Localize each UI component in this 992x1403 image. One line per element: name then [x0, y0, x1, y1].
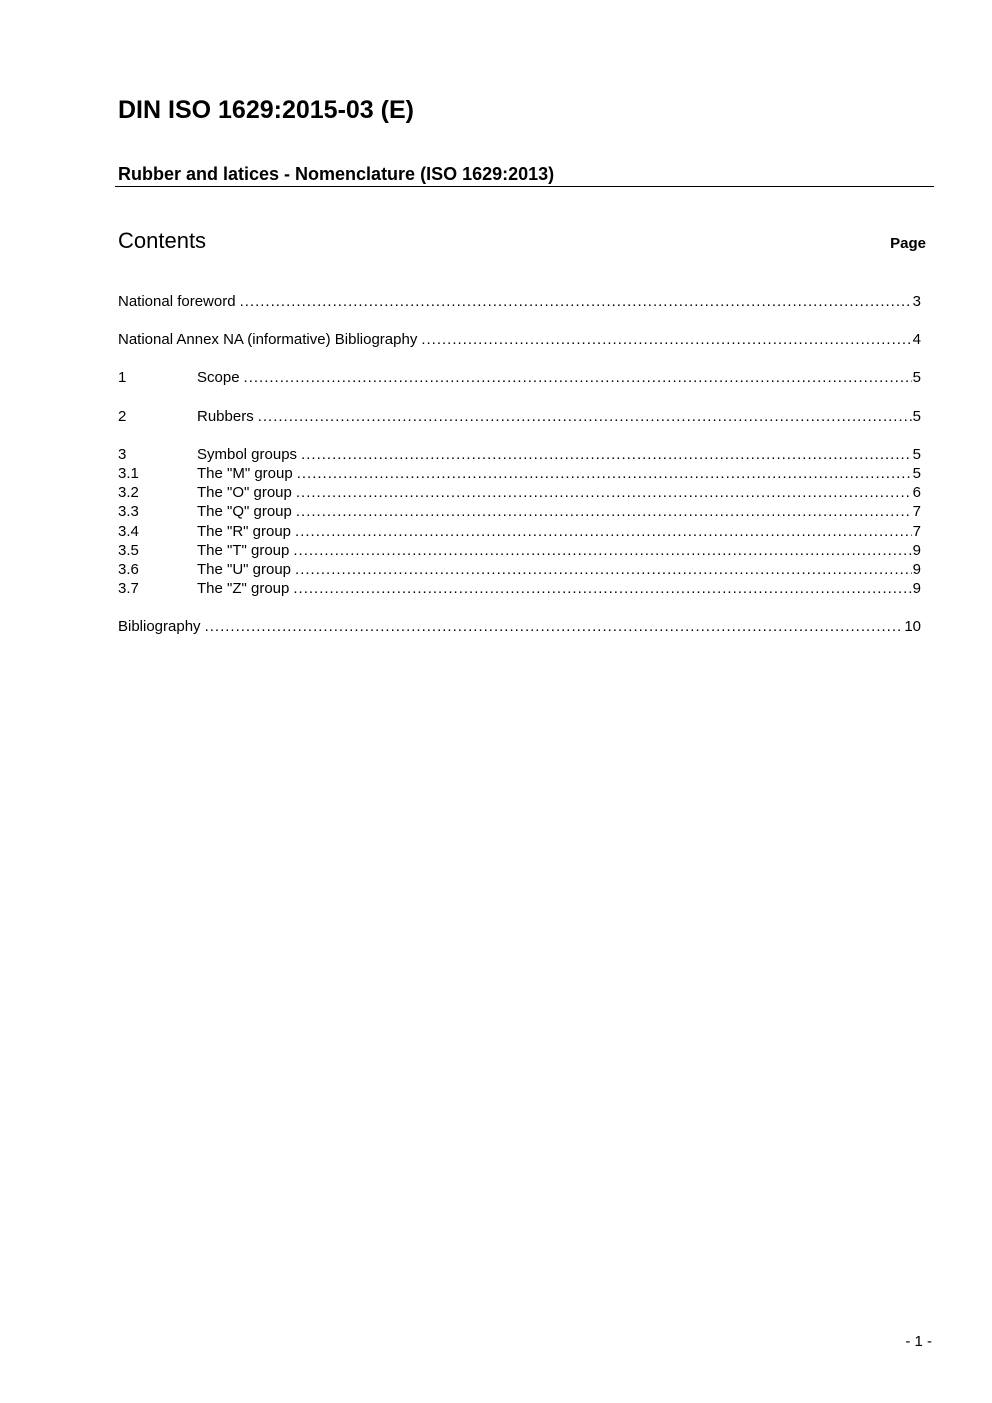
- toc-entry-title: The "T" group: [197, 541, 290, 559]
- toc-entry-national-foreword[interactable]: [118, 292, 921, 311]
- toc-leader-dots: [240, 292, 912, 311]
- toc-entry-z-group[interactable]: [118, 579, 921, 598]
- toc-entry-page: 5: [912, 369, 921, 387]
- toc-entry-title: Bibliography: [118, 618, 201, 636]
- toc-leader-dots: [258, 407, 912, 426]
- toc-entry-page: 10: [904, 618, 921, 636]
- toc-leader-dots: [293, 541, 911, 560]
- toc-entry-title: Rubbers: [197, 407, 254, 425]
- toc-entry-title: The "R" group: [197, 522, 292, 540]
- toc-entry-number: 3.5: [118, 541, 139, 559]
- toc-entry-q-group[interactable]: [118, 502, 921, 521]
- toc-entry-o-group[interactable]: [118, 483, 921, 502]
- toc-entry-title: National Annex NA (informative) Bibliography: [118, 331, 418, 349]
- toc-leader-dots: [244, 368, 912, 387]
- toc-entry-title: The "O" group: [197, 484, 292, 502]
- toc-entry-national-annex[interactable]: [118, 330, 921, 349]
- contents-heading: Contents: [118, 228, 207, 253]
- toc-entry-title: Symbol groups: [197, 445, 298, 463]
- table-of-contents: [118, 292, 921, 636]
- toc-entry-number: 3.1: [118, 464, 139, 482]
- toc-entry-title: The "Q" group: [197, 503, 292, 521]
- toc-leader-dots: [295, 560, 912, 579]
- toc-leader-dots: [296, 483, 912, 502]
- toc-entry-page: 5: [912, 464, 921, 482]
- toc-leader-dots: [296, 502, 912, 521]
- toc-entry-page: 6: [912, 484, 921, 502]
- toc-entry-page: 7: [912, 522, 921, 540]
- toc-leader-dots: [421, 330, 911, 349]
- toc-entry-number: 3.6: [118, 560, 139, 578]
- toc-entry-page: 5: [912, 445, 921, 463]
- document-title: DIN ISO 1629:2015-03 (E): [118, 96, 414, 124]
- toc-entry-number: 2: [118, 407, 127, 425]
- toc-entry-page: 9: [912, 580, 921, 598]
- title-divider: [115, 186, 934, 187]
- toc-entry-number: 3.4: [118, 522, 139, 540]
- toc-entry-u-group[interactable]: [118, 560, 921, 579]
- toc-entry-title: The "Z" group: [197, 580, 290, 598]
- toc-entry-title: Scope: [197, 369, 240, 387]
- toc-entry-number: 3.2: [118, 484, 139, 502]
- toc-leader-dots: [295, 522, 912, 541]
- toc-entry-title: The "U" group: [197, 560, 292, 578]
- toc-entry-page: 4: [912, 331, 921, 349]
- toc-entry-rubbers[interactable]: [118, 407, 921, 426]
- toc-leader-dots: [301, 445, 912, 464]
- toc-entry-t-group[interactable]: [118, 541, 921, 560]
- toc-entry-page: 3: [912, 293, 921, 310]
- document-subtitle: Rubber and latices - Nomenclature (ISO 1629:2013): [118, 164, 555, 184]
- toc-entry-title: The "M" group: [197, 464, 293, 482]
- toc-entry-page: 9: [912, 541, 921, 559]
- toc-entry-number: 3.7: [118, 580, 139, 598]
- toc-leader-dots: [293, 579, 911, 598]
- toc-entry-title: National foreword: [118, 293, 236, 310]
- toc-entry-page: 9: [912, 560, 921, 578]
- page-column-heading: Page: [890, 235, 926, 252]
- toc-entry-r-group[interactable]: [118, 522, 921, 541]
- toc-entry-number: 3.3: [118, 503, 139, 521]
- toc-entry-page: 7: [912, 503, 921, 521]
- toc-entry-bibliography[interactable]: [118, 617, 921, 636]
- page-number: - 1 -: [905, 1333, 932, 1350]
- toc-entry-m-group[interactable]: [118, 464, 921, 483]
- toc-leader-dots: [205, 617, 904, 636]
- toc-leader-dots: [297, 464, 912, 483]
- toc-entry-scope[interactable]: [118, 368, 921, 387]
- toc-entry-number: 1: [118, 369, 127, 387]
- toc-entry-number: 3: [118, 445, 127, 463]
- toc-entry-page: 5: [912, 407, 921, 425]
- toc-entry-symbol-groups[interactable]: [118, 445, 921, 464]
